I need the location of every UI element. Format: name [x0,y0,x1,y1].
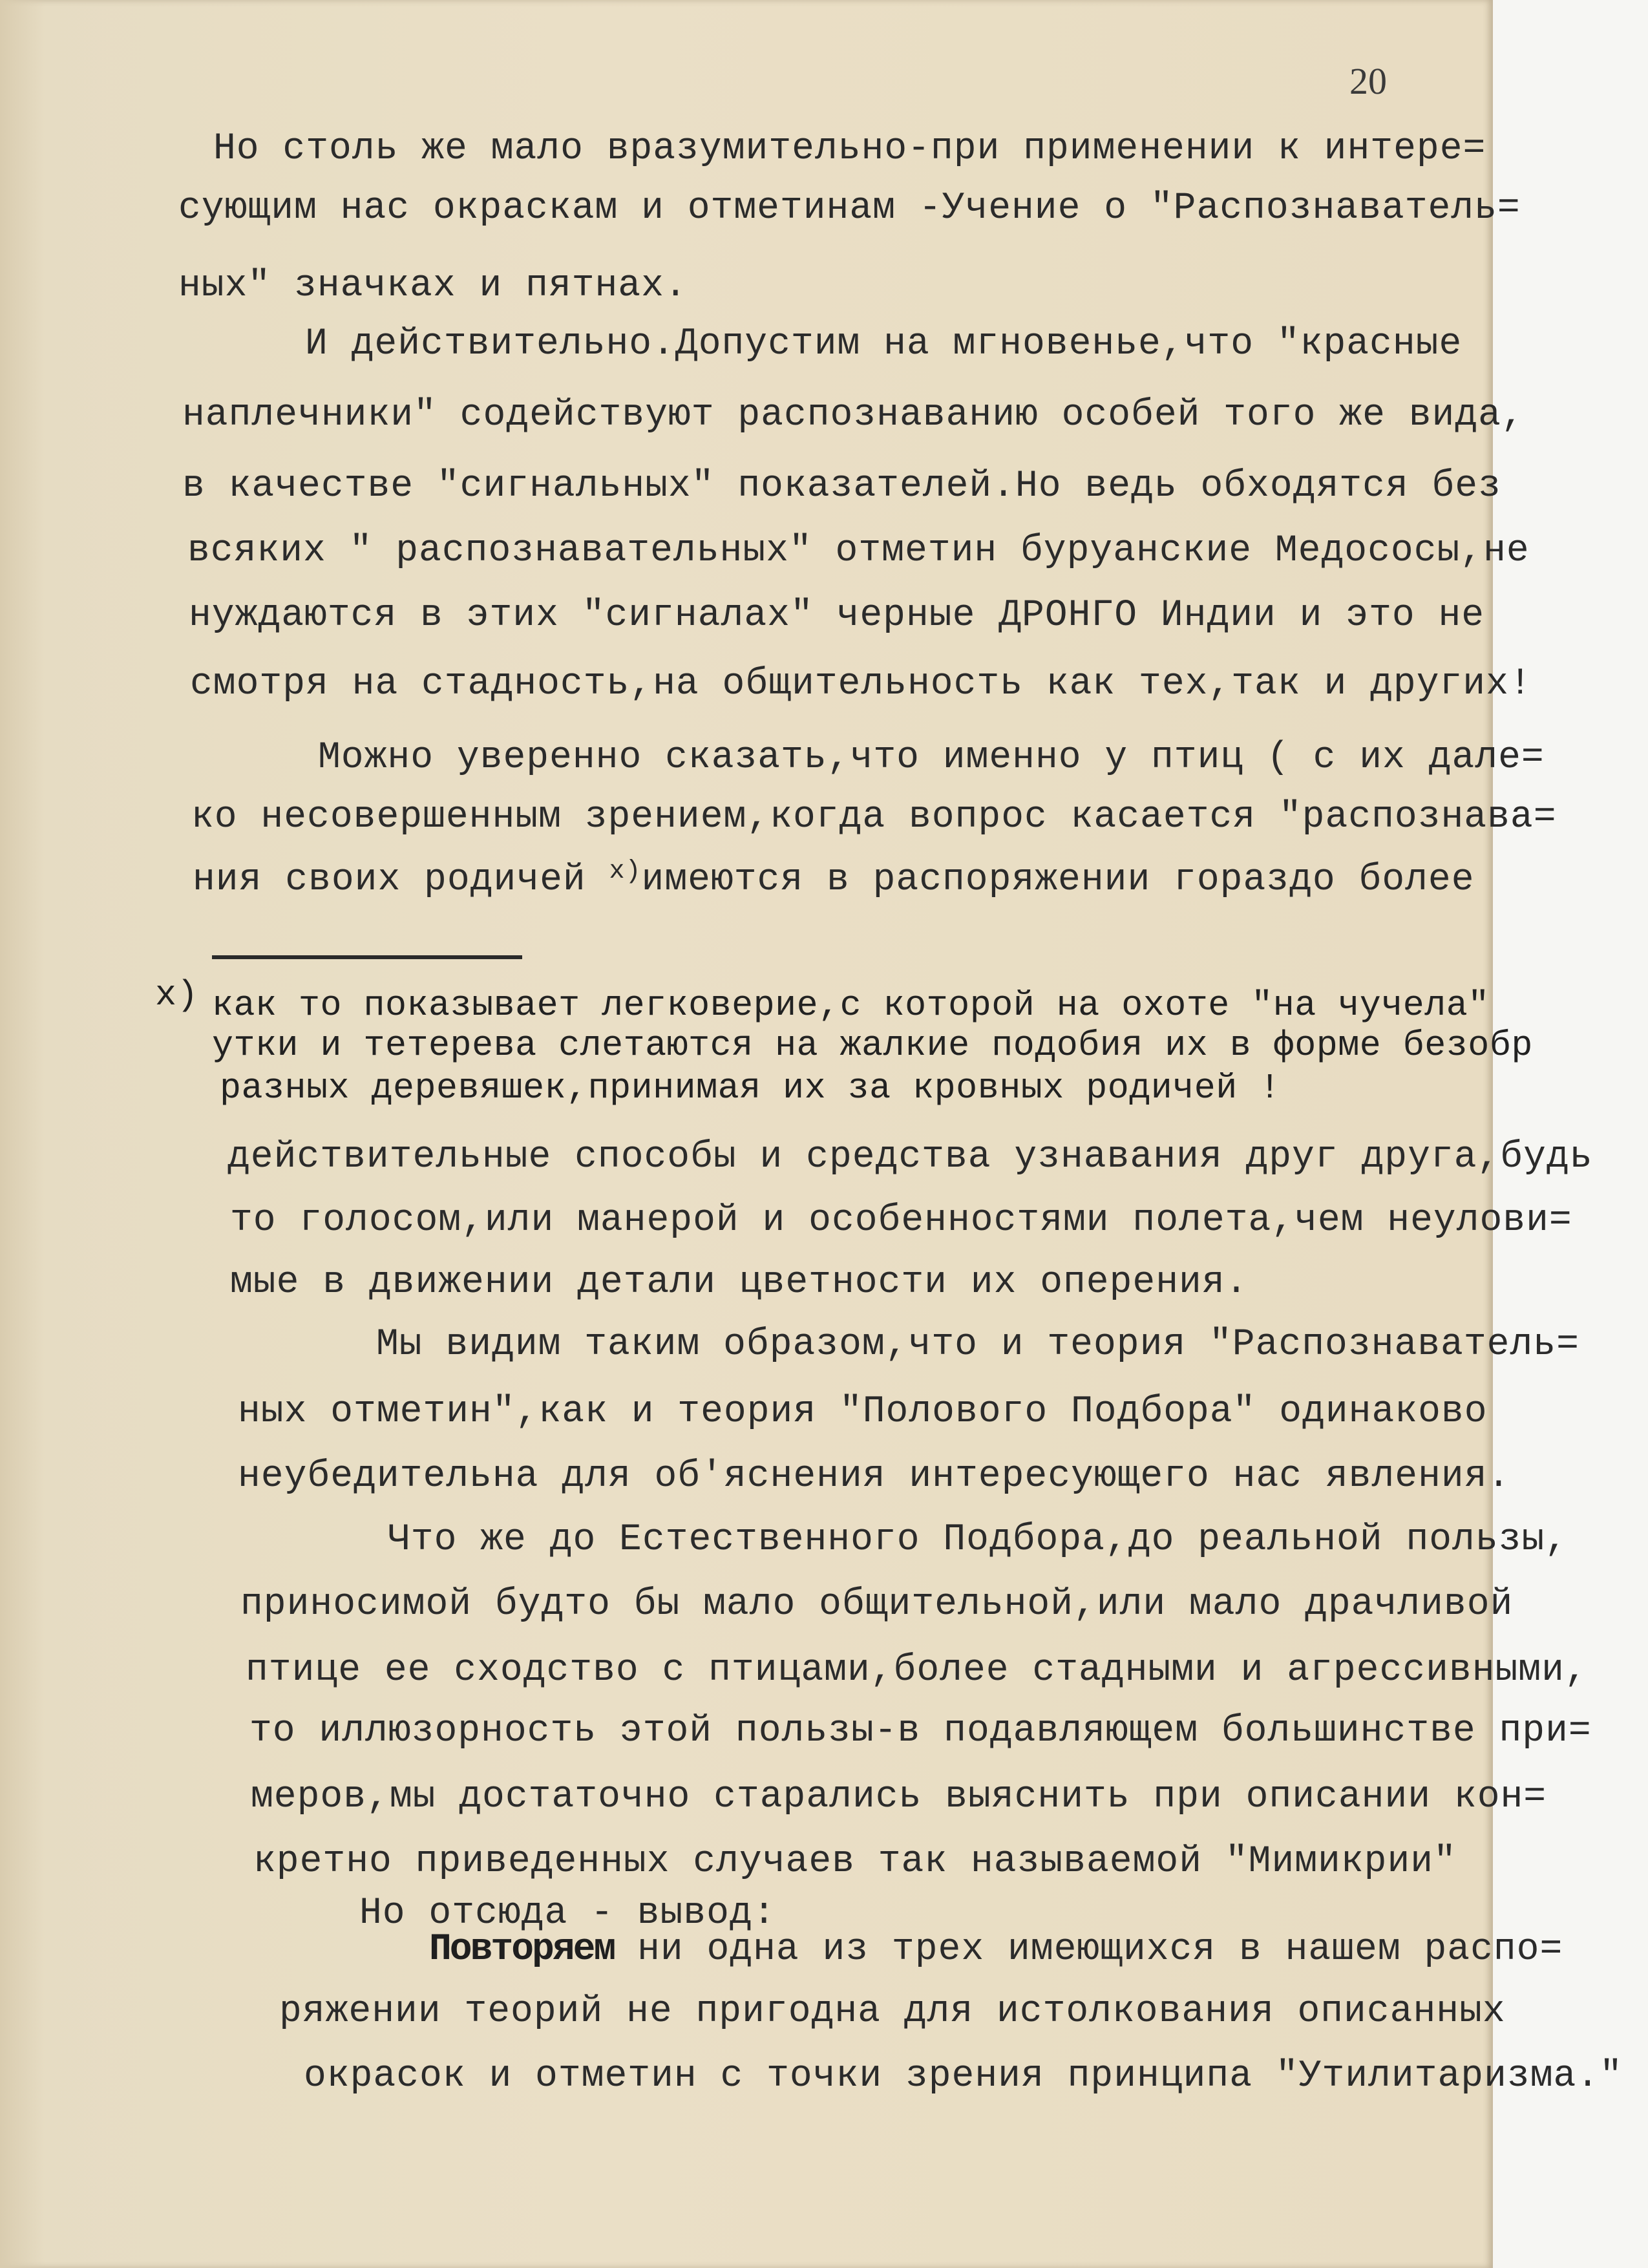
footnote-line: как то показывает легковерие,с которой на охоте "на чучела" [212,985,1490,1026]
text-line: ко несовершенным зрением,когда вопрос касается "распознава= [191,796,1557,838]
text-line: Можно уверенно сказать,что именно у птиц ( с их дале= [318,737,1545,779]
text-line: Но столь же мало вразумительно-при применении к интере= [213,128,1486,170]
footnote-line: утки и тетерева слетаются на жалкие подобия их в форме безобр [212,1025,1533,1066]
text-line: действительные способы и средства узнавания друг друга,будь [227,1136,1593,1178]
text-fragment: ни одна из трех имеющихся в нашем распо= [614,1929,1563,1971]
text-line: И действительно.Допустим на мгновенье,что "красные [305,323,1463,365]
text-line: птице ее сходство с птицами,более стадными и агрессивными, [246,1649,1588,1691]
text-line: Мы видим таким образом,что и теория "Распознаватель= [376,1324,1579,1366]
text-line: меров,мы достаточно старались выяснить при описании кон= [251,1776,1547,1818]
text-fragment: имеются в распоряжении гораздо более [641,859,1475,901]
text-line: нуждаются в этих "сигналах" черные ДРОНГО Индии и это не [189,595,1485,637]
text-line: ных" значках и пятнах. [178,265,688,307]
text-line: то иллюзорность этой пользы-в подавляющем большинстве при= [249,1710,1592,1752]
text-line: неубедительна для об'яснения интересующего нас явления. [238,1456,1511,1498]
page-number: 20 [1349,60,1387,102]
scan-background [1493,0,1648,2268]
text-line: Что же до Естественного Подбора,до реальной пользы, [388,1519,1569,1561]
text-line: то голосом,или манерой и особенностями полета,чем неулови= [230,1200,1572,1242]
text-line: мые в движении детали цветности их оперения. [230,1262,1249,1304]
text-line: наплечники" содействуют распознаванию особей того же вида, [182,394,1525,436]
text-line [429,1929,1563,1971]
overtyped-word: Повторяем [429,1929,615,1971]
text-line: всяких " распознавательных" отметин буруанские Медососы,не [187,530,1530,572]
text-line [193,857,1475,901]
text-line: смотря на стадность,на общительность как тех,так и других! [190,663,1532,705]
text-line: приносимой будто бы мало общительной,или мало драчливой [240,1584,1514,1626]
text-line: сующим нас окраскам и отметинам -Учение о "Распознаватель= [178,187,1521,229]
text-line: ных отметин",как и теория "Полового Подбора" одинаково [238,1391,1488,1433]
inserted-heading: Но отсюда - вывод: [359,1892,776,1934]
footnote-line: разных деревяшек,принимая их за кровных родичей ! [220,1068,1281,1108]
text-line: ряжении теорий не пригодна для истолкования описанных [279,1991,1506,2033]
text-line: окрасок и отметин с точки зрения принципа "Утилитаризма." [304,2055,1623,2097]
text-line: кретно приведенных случаев так называемой "Мимикрии" [253,1841,1457,1883]
text-fragment: ния своих родичей [193,859,609,901]
footnote-reference: x) [609,857,642,886]
text-line: в качестве "сигнальных" показателей.Но ведь обходятся без [182,465,1501,507]
footnote-separator [212,955,522,959]
footnote-marker: x) [155,975,199,1015]
